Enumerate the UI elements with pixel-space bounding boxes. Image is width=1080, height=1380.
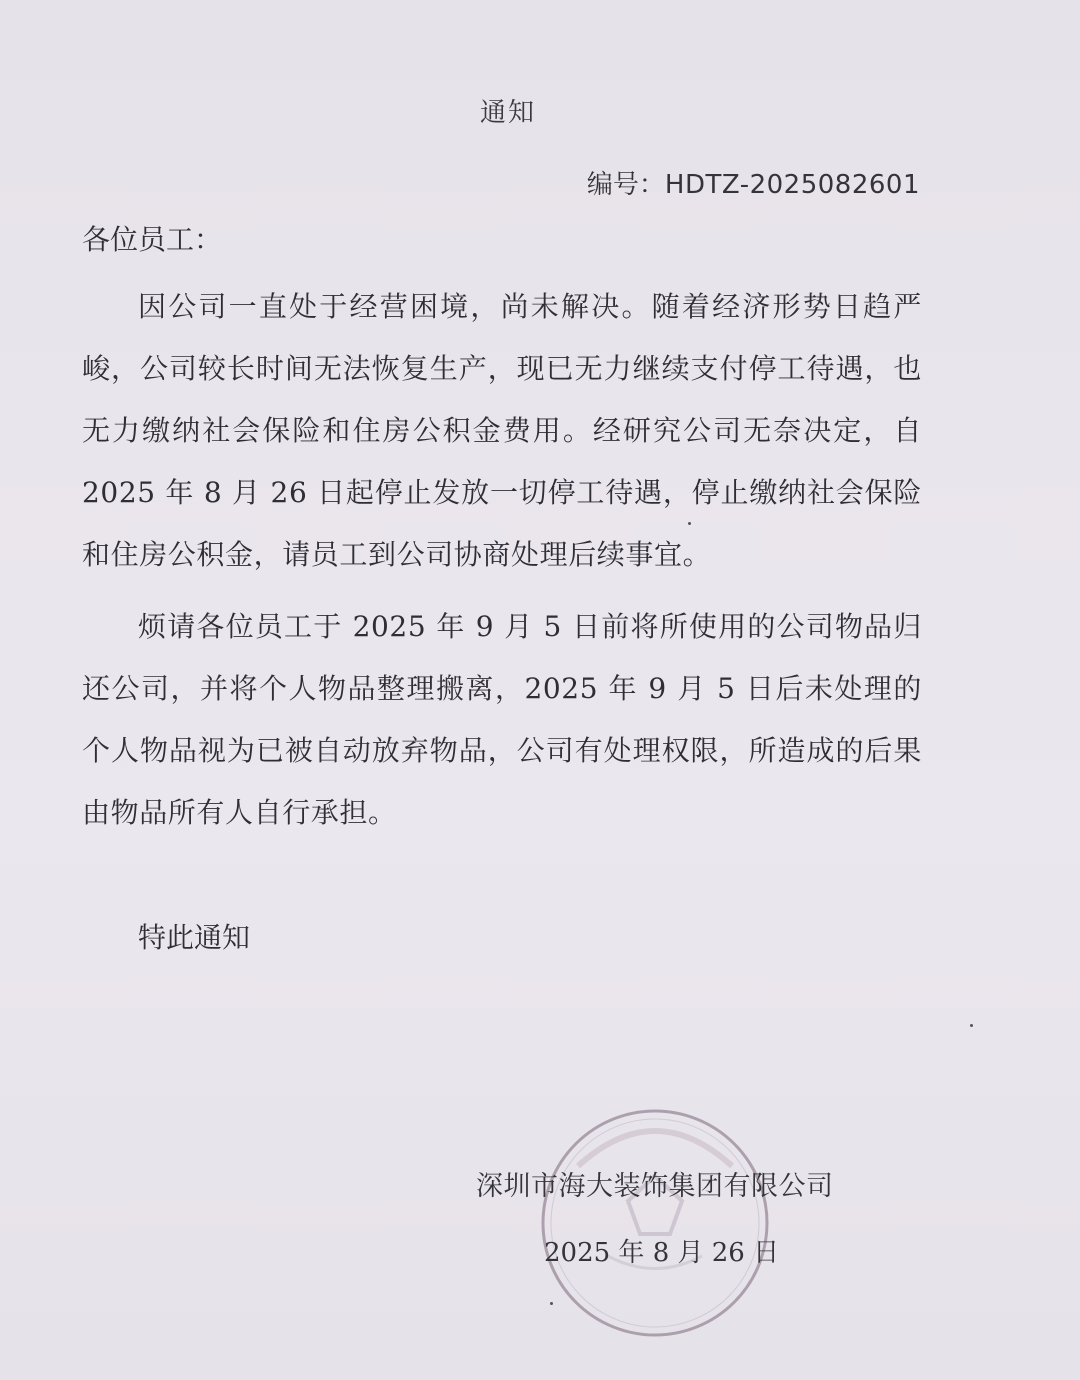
body-paragraph-2: 烦请各位员工于 2025 年 9 月 5 日前将所使用的公司物品归还公司，并将个人物品整理搬离，2025 年 9 月 5 日后未处理的个人物品视为已被自动放弃物品，公司有处理权限，所造成的后果由物品所有人自行承担。 <box>82 610 922 829</box>
company-name: 深圳市海大装饰集团有限公司 <box>476 1171 834 1202</box>
issue-date: 2025 年 8 月 26 日 <box>544 1238 780 1268</box>
salutation: 各位员工： <box>82 223 223 256</box>
paper-speck <box>970 1024 973 1027</box>
paper-speck <box>550 1302 553 1305</box>
paper-speck <box>688 522 691 525</box>
document-number-label: 编号： <box>586 170 665 200</box>
document-number <box>587 164 920 201</box>
closing-line: 特此通知 <box>138 921 251 954</box>
company-seal-stamp <box>538 1106 772 1340</box>
notice-title: 通知 <box>479 98 536 128</box>
document-number-value: HDTZ-2025082601 <box>664 170 920 200</box>
body-paragraph-1: 因公司一直处于经营困境，尚未解决。随着经济形势日趋严峻，公司较长时间无法恢复生产，现已无力继续支付停工待遇，也无力缴纳社会保险和住房公积金费用。经研究公司无奈决定，自 2025 年 8 月 26 日起停止发放一切停工待遇，停止缴纳社会保险和住房公积金，请员工到公司协商处理后续事宜。 <box>82 290 922 571</box>
